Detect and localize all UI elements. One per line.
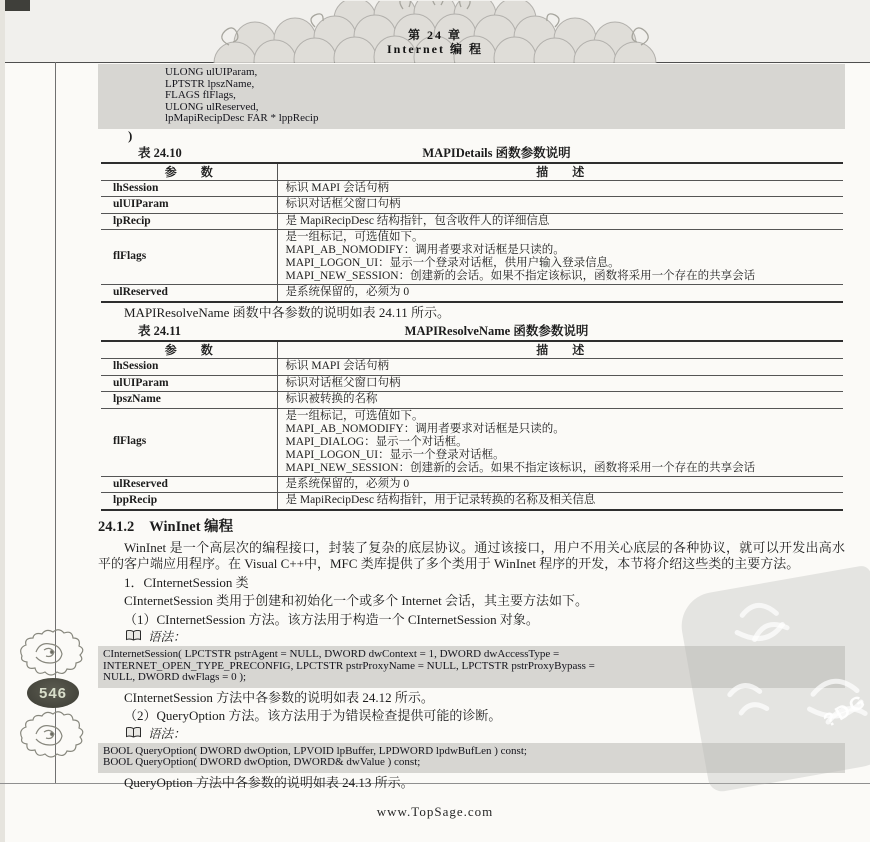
page-number-badge	[27, 678, 79, 708]
code-close-paren: )	[128, 127, 133, 143]
paragraph-cinternetsession: CInternetSession 类用于创建和初始化一个或多个 Internet 会话，其主要方法如下。	[124, 593, 588, 608]
param-cell: lpszName	[101, 392, 277, 409]
code-line: lpMapiRecipDesc FAR * lppRecip	[165, 112, 319, 124]
table-label: 表 24.10	[138, 145, 182, 160]
page-content	[98, 64, 845, 793]
page-header-band	[0, 0, 870, 63]
table-row	[101, 493, 843, 510]
code-line: BOOL QueryOption( DWORD dwOption, LPVOID lpBuffer, LPDWORD lpdwBufLen ) const;	[103, 744, 527, 757]
desc-cell: 标识被转换的名称	[277, 392, 843, 409]
param-cell: flFlags	[101, 408, 277, 476]
param-cell: lpRecip	[101, 213, 277, 230]
desc-cell: 是一组标记，可选值如下。 MAPI_AB_NOMODIFY：调用者要求对话框是只读的。 MAPI_LOGON_UI：显示一个登录对话框，供用户输入登录信息。 MAPI_NEW_SESSION：创建新的会话。如果不指定该标识，函数将采用一个存在的共享会话	[277, 230, 843, 285]
param-cell: ulReserved	[101, 476, 277, 493]
desc-cell: 是 MapiRecipDesc 结构指针，用于记录转换的名称及相关信息	[277, 493, 843, 510]
list-item-2: （2）QueryOption 方法。该方法用于为错误检查提供可能的诊断。	[124, 708, 502, 723]
syntax-label-text: 语法：	[148, 726, 186, 741]
table-row	[101, 408, 843, 476]
dragon-icon	[14, 708, 90, 758]
table-row	[101, 213, 843, 230]
list-item-1: （1）CInternetSession 方法。该方法用于构造一个 CInternetSession 对象。	[124, 611, 539, 627]
table-row	[101, 197, 843, 214]
footer-url: www.TopSage.com	[376, 804, 494, 819]
table-caption-24-10	[98, 146, 845, 161]
chapter-title	[387, 28, 483, 56]
code-line: NULL, DWORD dwFlags = 0 );	[103, 671, 247, 683]
column-header-desc: 描 述	[277, 341, 843, 359]
code-line: BOOL QueryOption( DWORD dwOption, DWORD& dwValue ) const;	[103, 756, 421, 768]
table-24-11	[101, 340, 843, 511]
book-icon	[126, 727, 141, 742]
column-header-desc: 描 述	[277, 163, 843, 181]
syntax-label-2	[126, 727, 845, 742]
watermark-text: ?DG	[820, 690, 870, 733]
dragon-icon	[14, 626, 90, 676]
table-header-row	[101, 163, 843, 181]
code-block-queryoption	[98, 743, 845, 773]
desc-cell: 标识对话框父窗口句柄	[277, 197, 843, 214]
page-edge-shadow	[0, 0, 5, 842]
code-line: FLAGS flFlags,	[165, 89, 236, 101]
code-line: LPTSTR lpszName,	[165, 77, 255, 90]
table-title: MAPIResolveName 函数参数说明	[404, 324, 589, 338]
param-cell: ulUIParam	[101, 197, 277, 214]
page-number: 546	[38, 684, 68, 702]
param-cell: lhSession	[101, 359, 277, 376]
table-row	[101, 230, 843, 285]
book-icon	[126, 630, 141, 645]
desc-cell: 是系统保留的，必须为 0	[277, 476, 843, 493]
section-number: 24.1.2	[98, 518, 135, 535]
param-cell: ulReserved	[101, 285, 277, 302]
desc-cell: 是 MapiRecipDesc 结构指针，包含收件人的详细信息	[277, 213, 843, 230]
table-row	[101, 476, 843, 493]
column-header-param: 参 数	[101, 341, 277, 359]
paragraph-wininet-intro: WinInet 是一个高层次的编程接口，封装了复杂的底层协议。通过该接口，用户不用关心底层的各种协议，就可以开发出高水平的客户端应用程序。在 Visual C++中，MFC 类库提供了多个类用于 WinInet 程序的开发，本节将介绍这些类的主要方法。	[98, 539, 845, 571]
chapter-name: Internet 编 程	[387, 42, 483, 56]
dragon-ornament-top	[14, 626, 90, 676]
paragraph-table-24-13-ref: QueryOption 方法中各参数的说明如表 24.13 所示。	[124, 774, 414, 790]
syntax-label-1	[126, 630, 845, 645]
table-header-row	[101, 341, 843, 359]
table-title: MAPIDetails 函数参数说明	[422, 145, 571, 160]
section-title: WinInet 编程	[149, 518, 234, 535]
code-line: ULONG ulReserved,	[165, 100, 259, 113]
code-line: CInternetSession( LPCTSTR pstrAgent = NULL, DWORD dwContext = 1, DWORD dwAccessType =	[103, 648, 560, 660]
table-24-10	[101, 162, 843, 303]
code-line: ULONG ulUIParam,	[165, 66, 258, 78]
desc-cell: 标识 MAPI 会话句柄	[277, 359, 843, 376]
table-row	[101, 375, 843, 392]
subheading-cinternetsession: 1．CInternetSession 类	[124, 574, 249, 590]
syntax-label-text: 语法：	[148, 630, 186, 644]
param-cell: lhSession	[101, 180, 277, 197]
table-row	[101, 392, 843, 409]
table-row	[101, 285, 843, 302]
table-row	[101, 180, 843, 197]
code-line: INTERNET_OPEN_TYPE_PRECONFIG, LPCTSTR pstrProxyName = NULL, LPCTSTR pstrProxyBypass =	[103, 659, 595, 672]
desc-cell: 是系统保留的，必须为 0	[277, 285, 843, 302]
between-tables-text: MAPIResolveName 函数中各参数的说明如表 24.11 所示。	[124, 304, 450, 320]
desc-cell: 是一组标记，可选值如下。 MAPI_AB_NOMODIFY：调用者要求对话框是只读的。 MAPI_DIALOG：显示一个对话框。 MAPI_LOGON_UI：显示一个登录对话框。 MAPI_NEW_SESSION：创建新的会话。如果不指定该标识，函数将采用一个存在的共享会话	[277, 408, 843, 476]
param-cell: ulUIParam	[101, 375, 277, 392]
column-header-param: 参 数	[101, 163, 277, 181]
desc-cell: 标识 MAPI 会话句柄	[277, 180, 843, 197]
table-caption-24-11	[98, 324, 845, 339]
param-cell: flFlags	[101, 230, 277, 285]
desc-cell: 标识对话框父窗口句柄	[277, 375, 843, 392]
table-label: 表 24.11	[138, 324, 182, 338]
table-row	[101, 359, 843, 376]
dragon-ornament-bottom	[14, 708, 90, 758]
code-block-mapi-params	[98, 64, 845, 129]
code-block-cinternetsession	[98, 646, 845, 688]
paragraph-table-24-12-ref: CInternetSession 方法中各参数的说明如表 24.12 所示。	[124, 689, 434, 705]
chapter-number: 第 24 章	[407, 28, 462, 42]
section-heading	[98, 519, 845, 535]
param-cell: lppRecip	[101, 493, 277, 510]
